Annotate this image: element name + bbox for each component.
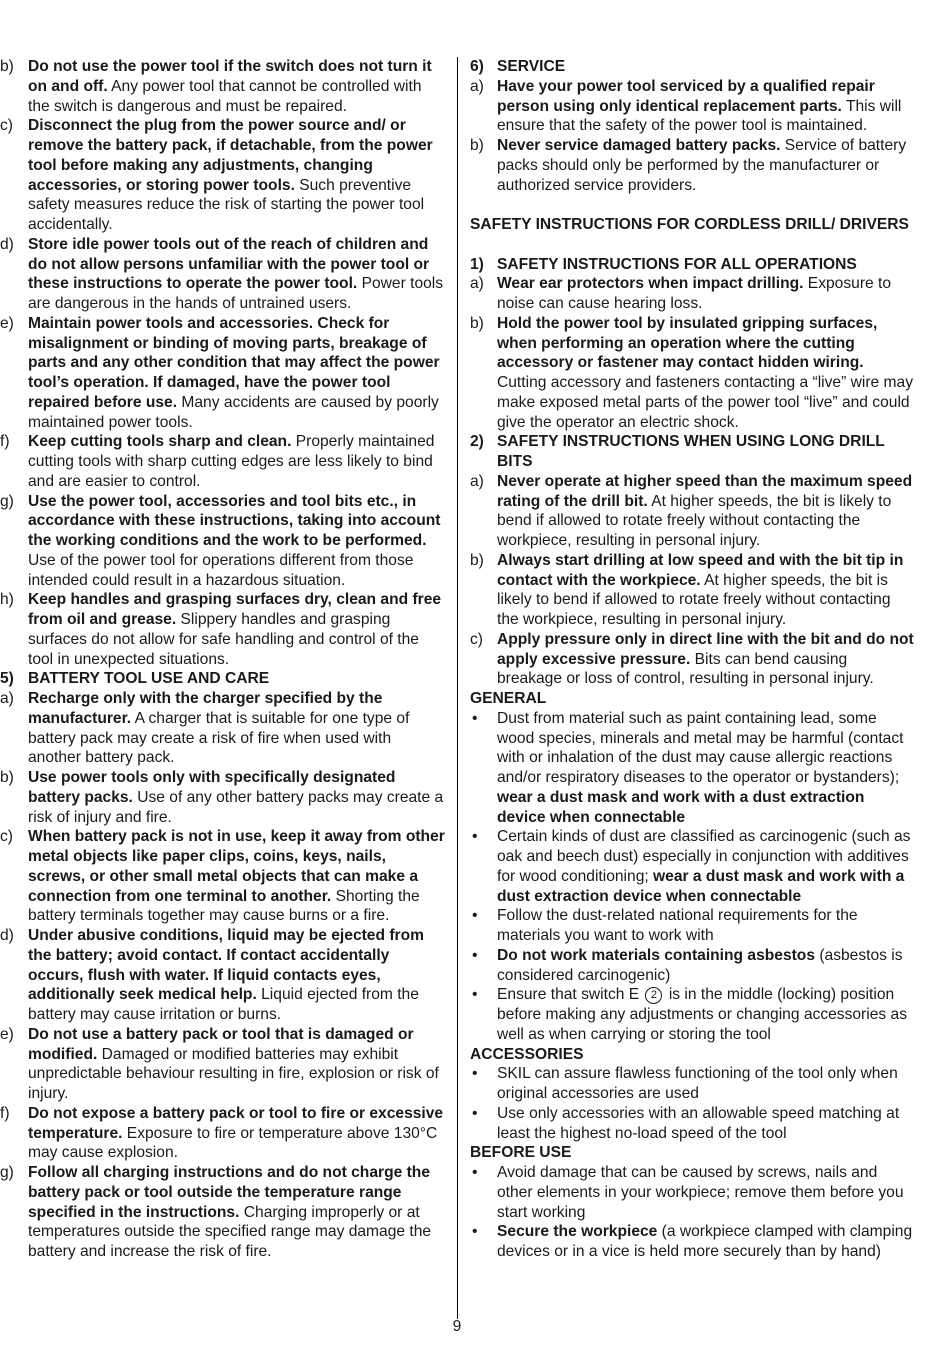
item-explanation: This will ensure that the safety of the power tool is maintained. [497, 97, 902, 135]
subsection-heading-all-operations [470, 255, 916, 275]
item-explanation: Properly maintained cutting tools with sharp cutting edges are less likely to bind and are easier to control. [28, 433, 435, 490]
item-explanation: Exposure to fire or temperature above 130°C may cause explosion. [28, 1124, 438, 1162]
item-warning: Keep cutting tools sharp and clean. [28, 433, 292, 451]
item-explanation: Use of any other battery packs may create a risk of injury and fire. [28, 788, 444, 826]
bullet-icon: • [472, 986, 478, 1004]
item-marker: b) [470, 314, 484, 332]
bullet-item: • Ensure that switch E 2 is in the middle (locking) position before making any adjustments or changing accessories as well as when carrying or storing the tool [472, 986, 907, 1043]
bullet-icon: • [472, 946, 478, 964]
item-explanation: At higher speeds, the bit is likely to bend if allowed to rotate freely without contacting the workpiece, resulting in personal injury. [497, 571, 891, 628]
item-marker: e) [0, 1025, 14, 1043]
figure-reference-circle-icon: 2 [645, 987, 662, 1004]
item-marker: d) [0, 927, 14, 944]
list-item [0, 1104, 446, 1163]
bullet-icon: • [472, 828, 478, 846]
item-marker: e) [0, 314, 14, 332]
item-warning: Store idle power tools out of the reach of children and do not allow persons unfamiliar with the power tool or these instructions to operate the power tool. [28, 235, 430, 293]
bullet-icon: • [472, 1104, 478, 1122]
section-number: 6) [470, 58, 484, 75]
item-marker: b) [470, 137, 484, 154]
page-number: 9 [452, 1318, 462, 1335]
list-item [0, 827, 446, 926]
list-item [470, 77, 916, 136]
bullet-item: • Avoid damage that can be caused by screws, nails and other elements in your workpiece; remove them before you start working [472, 1164, 904, 1221]
list-item [470, 136, 916, 195]
left-column [0, 57, 446, 1262]
item-marker: c) [470, 630, 483, 648]
item-warning: Recharge only with the charger specified by the manufacturer. [28, 690, 383, 727]
item-explanation: Service of battery packs should only be performed by the manufacturer or authorized service providers. [497, 137, 907, 194]
item-marker: a) [470, 472, 484, 490]
item-marker: a) [0, 690, 14, 707]
item-warning: Use the power tool, accessories and tool bits etc., in accordance with these instructions, taking into account the working conditions and the work to be performed. [28, 492, 441, 549]
section-heading-service [470, 57, 916, 77]
subsection-heading-long-drill-bits [470, 432, 916, 472]
item-warning: Hold the power tool by insulated gripping surfaces, when performing an operation where the cutting accessory or fastener may contact hidden wiring. [497, 314, 878, 372]
item-warning: Do not use a battery pack or tool that is damaged or modified. [28, 1025, 414, 1063]
item-marker: b) [0, 58, 14, 75]
list-item [0, 432, 446, 491]
list-item [0, 590, 446, 669]
list-item [0, 768, 446, 827]
list-item [470, 314, 916, 433]
section-number: 1) [470, 255, 484, 273]
item-warning: Never service damaged battery packs. [497, 137, 781, 154]
item-explanation: A charger that is suitable for one type of battery pack may create a risk of fire when used with another battery pack. [28, 709, 410, 767]
list-item [0, 116, 446, 235]
bullet-item: • SKIL can assure flawless functioning of the tool only when original accessories are used [472, 1065, 898, 1102]
item-explanation: Power tools are dangerous in the hands of untrained users. [28, 275, 444, 312]
item-warning: When battery pack is not in use, keep it away from other metal objects like paper clips, coins, keys, nails, screws, or other small metal objects that can make a connection from one terminal to another. [28, 828, 445, 905]
bullet-item: • Do not work materials containing asbestos (asbestos is considered carcinogenic) [472, 946, 903, 984]
item-marker: h) [0, 591, 14, 609]
item-marker: f) [0, 1104, 10, 1122]
list-item [0, 1025, 446, 1104]
item-marker: a) [470, 77, 484, 95]
list-item [470, 630, 916, 689]
item-warning: Maintain power tools and accessories. Check for misalignment or binding of moving parts, breakage of parts and any other condition that may affect the power tool’s operation. If damaged, have the power tool repaired before use. [28, 314, 440, 411]
item-explanation: Such preventive safety measures reduce the risk of starting the power tool accidentally. [28, 176, 425, 233]
item-marker: a) [470, 275, 484, 293]
item-marker: g) [0, 1164, 14, 1181]
item-warning: Use power tools only with specifically designated battery packs. [28, 769, 396, 806]
section-title: SAFETY INSTRUCTIONS WHEN USING LONG DRILL BITS [497, 433, 885, 470]
accessories-heading: ACCESSORIES [470, 1045, 584, 1063]
drill-safety-heading: SAFETY INSTRUCTIONS FOR CORDLESS DRILL/ DRIVERS [470, 216, 909, 233]
list-item [0, 1163, 446, 1262]
item-warning: Keep handles and grasping surfaces dry, clean and free from oil and grease. [28, 591, 442, 628]
item-marker: c) [0, 828, 13, 846]
list-item [470, 472, 916, 551]
list-item [0, 314, 446, 433]
item-warning: Follow all charging instructions and do not charge the battery pack or tool outside the temperature range specified in the instructions. [28, 1164, 430, 1221]
item-marker: c) [0, 117, 13, 135]
item-warning: Do not use the power tool if the switch does not turn it on and off. [28, 58, 432, 95]
list-item [470, 551, 916, 630]
item-explanation: Shorting the battery terminals together may cause burns or a fire. [28, 887, 420, 925]
item-marker: b) [0, 769, 14, 786]
item-warning: Apply pressure only in direct line with the bit and do not apply excessive pressure. [497, 630, 914, 668]
bullet-item: • Dust from material such as paint containing lead, some wood species, minerals and metal may be harmful (contact with or inhalation of the dust may cause allergic reactions and/or respiratory diseases to the operator or bystanders); wear a dust mask and work with a dust extraction device when connectable [472, 709, 904, 826]
item-warning: Do not expose a battery pack or tool to fire or excessive temperature. [28, 1104, 444, 1142]
item-warning: Under abusive conditions, liquid may be ejected from the battery; avoid contact. If contact accidentally occurs, flush with water. If liquid contacts eyes, additionally seek medical help. [28, 927, 424, 1004]
bullet-item: • Secure the workpiece (a workpiece clamped with clamping devices or in a vice is held more securely than by hand) [472, 1223, 913, 1260]
bullet-item: • Certain kinds of dust are classified as carcinogenic (such as oak and beech dust) especially in conjunction with additives for wood conditioning; wear a dust mask and work with a dust extraction device when connectable [472, 828, 911, 905]
section-title: SERVICE [497, 58, 566, 75]
list-item [0, 689, 446, 768]
item-marker: f) [0, 433, 10, 451]
item-explanation: Bits can bend causing breakage or loss of control, resulting in personal injury. [497, 650, 874, 688]
section-title: SAFETY INSTRUCTIONS FOR ALL OPERATIONS [497, 255, 857, 273]
before-use-heading: BEFORE USE [470, 1144, 572, 1162]
item-explanation: At higher speeds, the bit is likely to bend if allowed to rotate freely without contacting the workpiece, resulting in personal injury. [497, 492, 892, 549]
list-item [0, 57, 446, 116]
item-explanation: Exposure to noise can cause hearing loss. [497, 275, 892, 312]
item-explanation: Cutting accessory and fasteners contacting a “live” wire may make exposed metal parts of the power tool “live” and could give the operator an electric shock. [497, 374, 914, 431]
column-divider [457, 57, 458, 1319]
section-title: BATTERY TOOL USE AND CARE [28, 670, 270, 688]
bullet-icon: • [472, 1164, 478, 1181]
bullet-icon: • [472, 1223, 478, 1241]
bullet-icon: • [472, 1065, 478, 1083]
item-warning: Never operate at higher speed than the maximum speed rating of the drill bit. [497, 472, 913, 510]
bullet-item: • Follow the dust-related national requirements for the materials you want to work with [472, 907, 858, 944]
list-item [0, 492, 446, 591]
item-warning: Always start drilling at low speed and with the bit tip in contact with the workpiece. [497, 551, 904, 589]
section-number: 2) [470, 433, 484, 451]
section-heading-battery [0, 669, 446, 689]
item-explanation: Liquid ejected from the battery may cause irritation or burns. [28, 986, 419, 1023]
bullet-icon: • [472, 709, 478, 727]
right-column [470, 57, 916, 1262]
item-explanation: Damaged or modified batteries may exhibit unpredictable behaviour resulting in fire, explosion or risk of injury. [28, 1045, 439, 1102]
bullet-icon: • [472, 907, 478, 925]
item-explanation: Slippery handles and grasping surfaces do not allow for safe handling and control of the tool in unexpected situations. [28, 611, 419, 668]
general-heading: GENERAL [470, 690, 547, 707]
list-item [470, 274, 916, 314]
item-explanation: Charging improperly or at temperatures outside the specified range may damage the battery and increase the risk of fire. [28, 1203, 432, 1260]
item-explanation: Many accidents are caused by poorly maintained power tools. [28, 393, 439, 431]
item-marker: d) [0, 235, 14, 253]
item-explanation: Any power tool that cannot be controlled with the switch is dangerous and must be repaired. [28, 77, 422, 115]
item-explanation: Use of the power tool for operations different from those intended could result in a hazardous situation. [28, 551, 414, 589]
section-number: 5) [0, 670, 14, 688]
item-warning: Wear ear protectors when impact drilling. [497, 275, 804, 293]
list-item [0, 235, 446, 314]
item-marker: b) [470, 551, 484, 569]
item-warning: Disconnect the plug from the power source and/ or remove the battery pack, if detachable, from the power tool before making any adjustments, changing accessories, or storing power tools. [28, 117, 433, 194]
item-warning: Have your power tool serviced by a qualified repair person using only identical replacement parts. [497, 77, 875, 115]
item-marker: g) [0, 492, 14, 510]
list-item [0, 926, 446, 1025]
bullet-item: • Use only accessories with an allowable speed matching at least the highest no-load speed of the tool [472, 1104, 900, 1142]
